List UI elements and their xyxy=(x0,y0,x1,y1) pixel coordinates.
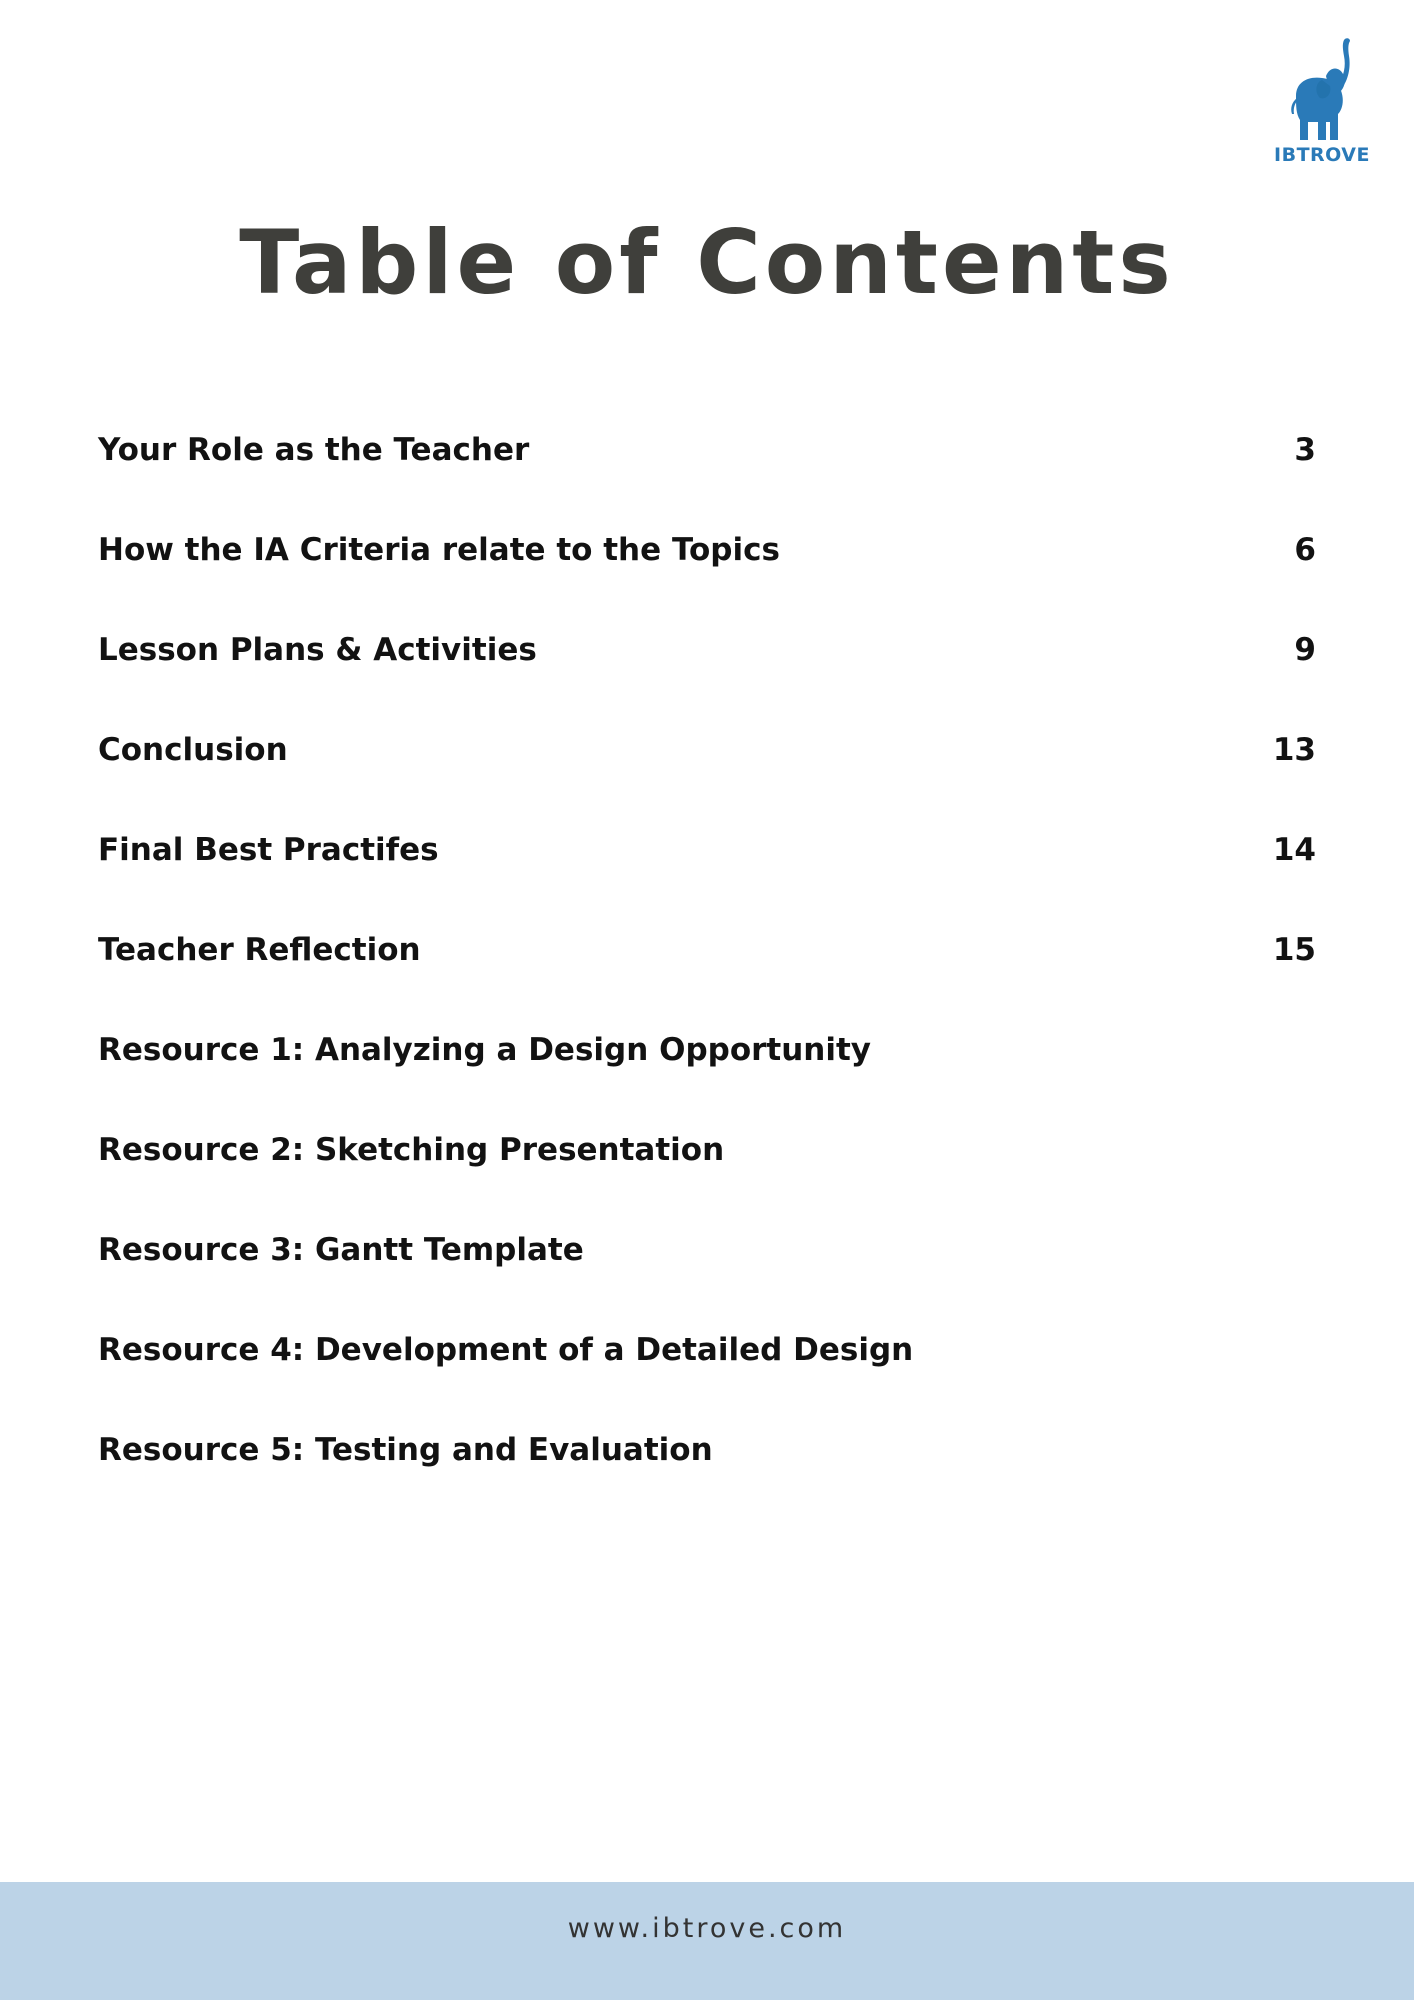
logo-wordmark: IBTROVE xyxy=(1274,144,1370,166)
brand-logo xyxy=(1268,36,1376,168)
toc-entry[interactable] xyxy=(98,1200,1316,1300)
footer-website-link[interactable]: www.ibtrove.com xyxy=(567,1913,847,1944)
toc-entry-label: Teacher Reflection xyxy=(98,932,421,968)
toc-entry-label: Resource 1: Analyzing a Design Opportunity xyxy=(98,1032,872,1068)
toc-entry[interactable] xyxy=(98,400,1316,500)
toc-entry[interactable] xyxy=(98,500,1316,600)
table-of-contents xyxy=(98,400,1316,1500)
toc-entry[interactable] xyxy=(98,1000,1316,1100)
toc-entry[interactable] xyxy=(98,1400,1316,1500)
toc-entry-label: Final Best Practifes xyxy=(98,832,439,868)
toc-entry-page: 3 xyxy=(1294,432,1316,468)
toc-entry-label: Resource 5: Testing and Evaluation xyxy=(98,1432,713,1468)
toc-entry-label: Resource 2: Sketching Presentation xyxy=(98,1132,725,1168)
toc-entry-label: How the IA Criteria relate to the Topics xyxy=(98,532,780,568)
toc-entry-label: Resource 3: Gantt Template xyxy=(98,1232,584,1268)
toc-entry-page: 6 xyxy=(1294,532,1316,568)
toc-entry[interactable] xyxy=(98,900,1316,1000)
toc-entry[interactable] xyxy=(98,800,1316,900)
elephant-icon xyxy=(1286,36,1358,146)
toc-entry[interactable] xyxy=(98,600,1316,700)
page-title: Table of Contents xyxy=(239,211,1175,314)
toc-entry[interactable] xyxy=(98,700,1316,800)
toc-entry[interactable] xyxy=(98,1100,1316,1200)
toc-entry[interactable] xyxy=(98,1300,1316,1400)
toc-entry-page: 9 xyxy=(1294,632,1316,668)
toc-entry-page: 13 xyxy=(1272,732,1316,768)
toc-entry-label: Resource 4: Development of a Detailed Design xyxy=(98,1332,914,1368)
toc-entry-page: 14 xyxy=(1272,832,1316,868)
toc-entry-label: Your Role as the Teacher xyxy=(98,432,530,468)
toc-entry-page: 15 xyxy=(1272,932,1316,968)
toc-entry-label: Conclusion xyxy=(98,732,288,768)
toc-entry-label: Lesson Plans & Activities xyxy=(98,632,537,668)
footer-bar xyxy=(0,1882,1414,2000)
